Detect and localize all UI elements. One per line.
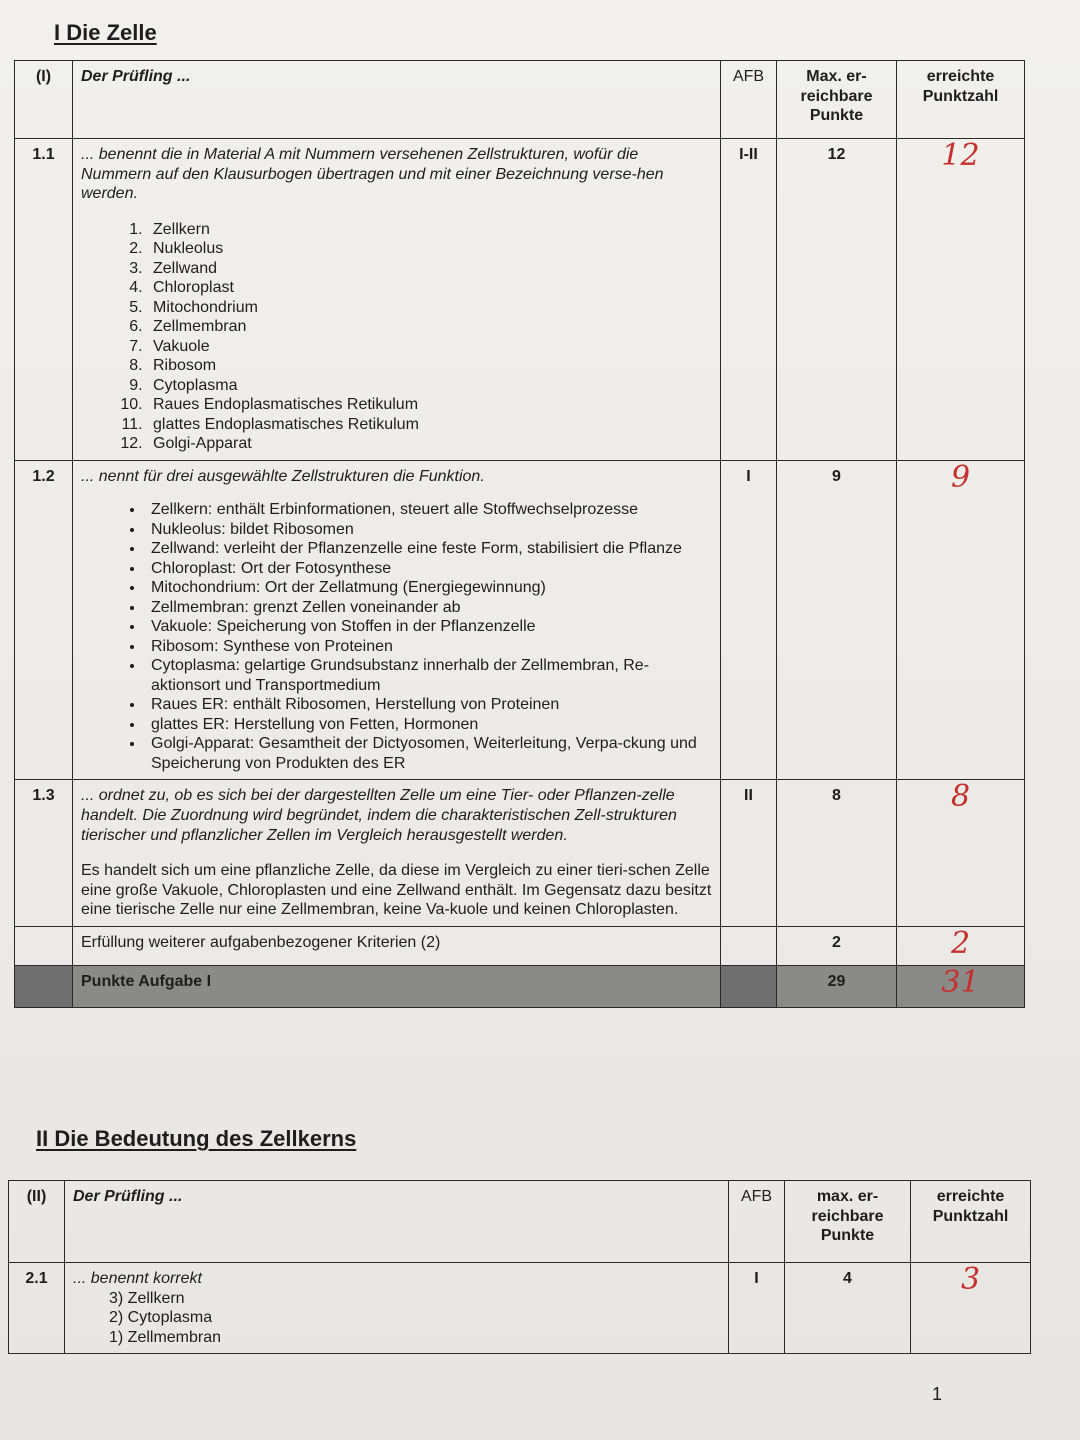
row-content bbox=[73, 780, 721, 926]
answer-text: Es handelt sich um eine pflanzliche Zelle, da diese im Vergleich zu einer tieri-schen Zelle eine große Vakuole, Chloroplasten und eine Zellwand enthält. Im Gegensatz dazu besitzt eine tierische Zelle nur eine Zellmembran, keine Va-kuole und keinen Chloroplasten. bbox=[81, 862, 712, 919]
list-item: • Raues ER: enthält Ribosomen, Herstellung von Proteinen bbox=[145, 695, 712, 715]
list-item: • glattes ER: Herstellung von Fetten, Hormonen bbox=[145, 715, 712, 735]
empty-cell bbox=[15, 926, 73, 965]
table-header-row bbox=[9, 1181, 1031, 1263]
header-afb: AFB bbox=[721, 61, 777, 139]
empty-cell bbox=[721, 926, 777, 965]
header-num: (I) bbox=[15, 61, 73, 139]
list-item: 8. Ribosom bbox=[147, 356, 712, 376]
row-num: 1.1 bbox=[15, 139, 73, 461]
row-afb: II bbox=[721, 780, 777, 926]
task-text: ... benennt korrekt bbox=[73, 1270, 202, 1287]
header-task: Der Prüfling ... bbox=[65, 1181, 729, 1263]
list-item: • Mitochondrium: Ort der Zellatmung (Energiegewinnung) bbox=[145, 578, 712, 598]
row-afb: I bbox=[729, 1263, 785, 1354]
task-text: ... nennt für drei ausgewählte Zellstrukturen die Funktion. bbox=[81, 467, 485, 485]
total-achieved-points: 31 bbox=[897, 965, 1025, 1007]
list-item: 11. glattes Endoplasmatisches Retikulum bbox=[147, 415, 712, 435]
list-item: • Vakuole: Speicherung von Stoffen in der Pflanzenzelle bbox=[145, 617, 712, 637]
row-achieved-points: 3 bbox=[911, 1263, 1031, 1354]
list-item: 1) Zellmembran bbox=[109, 1328, 222, 1346]
list-item: 4. Chloroplast bbox=[147, 278, 712, 298]
page-number: 1 bbox=[932, 1384, 943, 1404]
answer-list bbox=[73, 1289, 720, 1348]
list-item: 3) Zellkern bbox=[109, 1289, 185, 1307]
total-label: Punkte Aufgabe I bbox=[73, 965, 721, 1007]
list-item: • Zellwand: verleiht der Pflanzenzelle eine feste Form, stabilisiert die Pflanze bbox=[145, 539, 712, 559]
header-max-points: Max. er-reichbare Punkte bbox=[777, 61, 897, 139]
header-achieved-points: erreichte Punktzahl bbox=[911, 1181, 1031, 1263]
list-item: 12. Golgi-Apparat bbox=[147, 434, 712, 454]
list-item: 1. Zellkern bbox=[147, 220, 712, 240]
section-2-table bbox=[8, 1180, 1031, 1354]
table-row bbox=[9, 1263, 1031, 1354]
total-max-points: 29 bbox=[777, 965, 897, 1007]
row-max-points: 9 bbox=[777, 460, 897, 780]
list-item: • Cytoplasma: gelartige Grundsubstanz innerhalb der Zellmembran, Re-aktionsort und Transportmedium bbox=[145, 656, 712, 695]
row-achieved-points: 9 bbox=[897, 460, 1025, 780]
row-content bbox=[65, 1263, 729, 1354]
empty-cell bbox=[15, 965, 73, 1007]
row-achieved-points: 8 bbox=[897, 780, 1025, 926]
row-max-points: 8 bbox=[777, 780, 897, 926]
list-item: • Zellmembran: grenzt Zellen voneinander ab bbox=[145, 598, 712, 618]
list-item: 7. Vakuole bbox=[147, 337, 712, 357]
cell-structure-list bbox=[81, 220, 712, 454]
header-task: Der Prüfling ... bbox=[73, 61, 721, 139]
header-afb: AFB bbox=[729, 1181, 785, 1263]
row-content bbox=[73, 139, 721, 461]
function-list bbox=[81, 500, 712, 773]
list-item: • Zellkern: enthält Erbinformationen, steuert alle Stoffwechselprozesse bbox=[145, 500, 712, 520]
row-achieved-points: 12 bbox=[897, 139, 1025, 461]
total-row bbox=[15, 965, 1025, 1007]
list-item: 3. Zellwand bbox=[147, 259, 712, 279]
empty-cell bbox=[721, 965, 777, 1007]
extra-achieved-points: 2 bbox=[897, 926, 1025, 965]
section-1-title: I Die Zelle bbox=[54, 20, 157, 45]
table-row bbox=[15, 139, 1025, 461]
list-item: • Golgi-Apparat: Gesamtheit der Dictyosomen, Weiterleitung, Verpa-ckung und Speicherung von Produkten des ER bbox=[145, 734, 712, 773]
header-num: (II) bbox=[9, 1181, 65, 1263]
list-item: • Nukleolus: bildet Ribosomen bbox=[145, 520, 712, 540]
row-max-points: 12 bbox=[777, 139, 897, 461]
section-1-table bbox=[14, 60, 1025, 1008]
extra-criteria-label: Erfüllung weiterer aufgabenbezogener Kriterien (2) bbox=[73, 926, 721, 965]
list-item: 10. Raues Endoplasmatisches Retikulum bbox=[147, 395, 712, 415]
extra-criteria-row bbox=[15, 926, 1025, 965]
list-item: 5. Mitochondrium bbox=[147, 298, 712, 318]
header-max-points: max. er-reichbare Punkte bbox=[785, 1181, 911, 1263]
row-num: 2.1 bbox=[9, 1263, 65, 1354]
list-item: 2. Nukleolus bbox=[147, 239, 712, 259]
row-content bbox=[73, 460, 721, 780]
task-text: ... ordnet zu, ob es sich bei der dargestellten Zelle um eine Tier- oder Pflanzen-zelle handelt. Die Zuordnung wird begründet, indem die charakteristischen Zell-strukturen tierischer und pflanzlicher Zellen im Vergleich herausgestellt werden. bbox=[81, 787, 677, 844]
list-item: • Chloroplast: Ort der Fotosynthese bbox=[145, 559, 712, 579]
row-max-points: 4 bbox=[785, 1263, 911, 1354]
row-num: 1.2 bbox=[15, 460, 73, 780]
row-num: 1.3 bbox=[15, 780, 73, 926]
list-item: 9. Cytoplasma bbox=[147, 376, 712, 396]
row-afb: I-II bbox=[721, 139, 777, 461]
table-row bbox=[15, 460, 1025, 780]
section-2-title: II Die Bedeutung des Zellkerns bbox=[36, 1126, 357, 1151]
task-text: ... benennt die in Material A mit Nummern versehenen Zellstrukturen, wofür die Nummern auf den Klausurbogen übertragen und mit einer Bezeichnung verse-hen werden. bbox=[81, 146, 664, 203]
table-row bbox=[15, 780, 1025, 926]
row-afb: I bbox=[721, 460, 777, 780]
list-item: 2) Cytoplasma bbox=[109, 1309, 213, 1327]
list-item: 6. Zellmembran bbox=[147, 317, 712, 337]
extra-max-points: 2 bbox=[777, 926, 897, 965]
list-item: • Ribosom: Synthese von Proteinen bbox=[145, 637, 712, 657]
table-header-row bbox=[15, 61, 1025, 139]
header-achieved-points: erreichte Punktzahl bbox=[897, 61, 1025, 139]
